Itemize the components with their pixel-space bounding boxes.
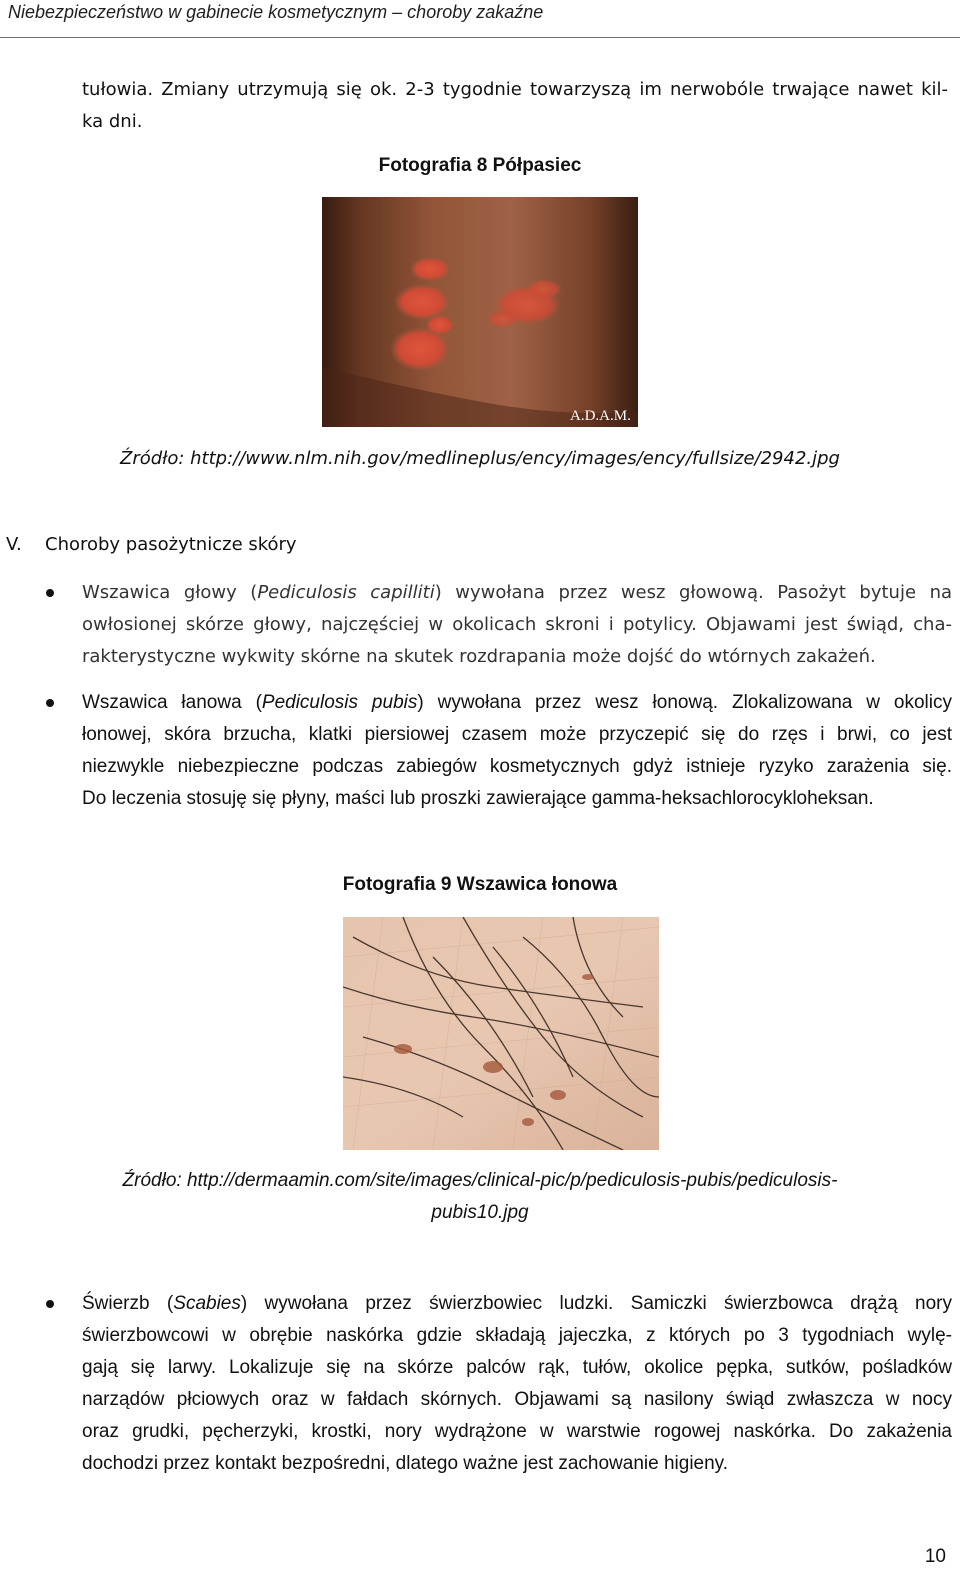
section-number: V. (6, 534, 22, 555)
bullet-3-line-5: oraz grudki, pęcherzyki, krostki, nory wydrążone w warstwie rogowej naskórka. Do zakażenia (82, 1421, 952, 1442)
bullet-1-line-1: Wszawica głowy (Pediculosis capilliti) wywołana przez wesz głowową. Pasożyt bytuje na (82, 582, 953, 603)
bullet-marker (46, 699, 54, 707)
figure-8-caption: Fotografia 8 Półpasiec (378, 155, 582, 176)
pubic-lice-photo (343, 917, 659, 1150)
bullet-marker (46, 1300, 54, 1308)
figure-9-source-line-1: Źródło: http://dermaamin.com/site/images/clinical-pic/p/pediculosis-pubis/pediculosis- (122, 1170, 838, 1191)
figure-9-source-line-2: pubis10.jpg (431, 1202, 529, 1223)
figure-8-source: Źródło: http://www.nlm.nih.gov/medlineplus/ency/images/ency/fullsize/2942.jpg (120, 448, 840, 469)
bullet-1-line-2: owłosionej skórze głowy, najczęściej w okolicach skroni i potylicy. Objawami jest świąd, cha- (82, 614, 952, 635)
running-header: Niebezpieczeństwo w gabinecie kosmetycznym – choroby zakaźne (8, 2, 544, 22)
bullet-3-line-4: narządów płciowych oraz w fałdach skórnych. Objawami są nasilony świąd zwłaszcza w nocy (82, 1389, 952, 1410)
bullet-2-line-1: Wszawica łanowa (Pediculosis pubis) wywołana przez wesz łonową. Zlokalizowana w okolicy (82, 692, 953, 713)
bullet-2-line-2: łonowej, skóra brzucha, klatki piersiowej czasem może przyczepić się do rzęs i brwi, co jest (82, 724, 952, 745)
figure-9-caption: Fotografia 9 Wszawica łonowa (342, 874, 618, 895)
bullet-3-line-2: świerzbowcowi w obrębie naskórka gdzie składają jajeczka, z których po 3 tygodniach wylę- (82, 1325, 952, 1346)
shingles-photo (322, 197, 638, 427)
page-number: 10 (924, 1546, 946, 1567)
bullet-1-line-3: rakterystyczne wykwity skórne na skutek rozdrapania może dojść do wtórnych zakażeń. (82, 646, 876, 667)
adam-watermark: A.D.A.M. (570, 408, 631, 424)
intro-line-1: tułowia. Zmiany utrzymują się ok. 2-3 tygodnie towarzyszą im nerwobóle trwające nawet kil- (82, 79, 948, 100)
header-divider (0, 37, 960, 38)
bullet-2-line-3: niezwykle niebezpieczne podczas zabiegów kosmetycznych gdyż istnieje ryzyko zarażenia się. (82, 756, 952, 777)
intro-line-2: ka dni. (82, 111, 143, 132)
bullet-2-line-4: Do leczenia stosuję się płyny, maści lub proszki zawierające gamma-heksachlorocykloheksan. (82, 788, 874, 809)
bullet-3-line-6: dochodzi przez kontakt bezpośredni, dlatego ważne jest zachowanie higieny. (82, 1453, 729, 1474)
bullet-marker (46, 589, 54, 597)
bullet-3-line-1: Świerzb (Scabies) wywołana przez świerzbowiec ludzki. Samiczki świerzbowca drążą nory (82, 1293, 952, 1314)
section-title: Choroby pasożytnicze skóry (45, 534, 297, 555)
bullet-3-line-3: gają się larwy. Lokalizuje się na skórze palców rąk, tułów, okolice pępka, sutków, pośladków (82, 1357, 952, 1378)
